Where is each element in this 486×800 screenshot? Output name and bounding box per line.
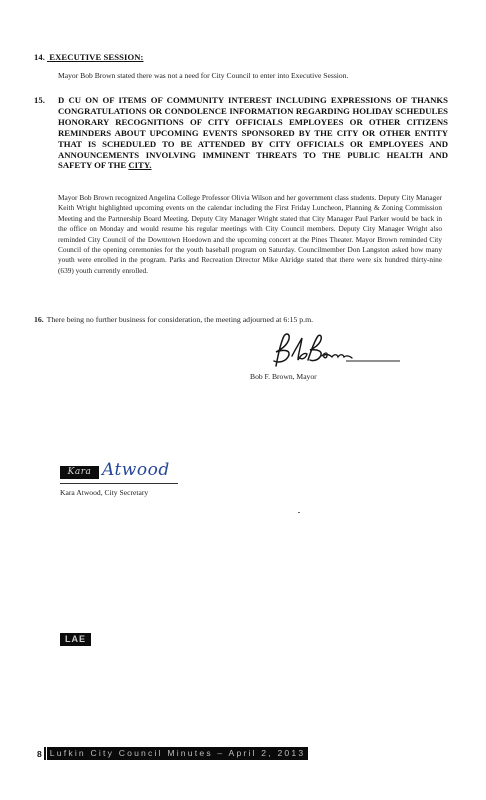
secretary-signature-box: Kara [60,466,99,479]
secretary-signature-script: Atwood [102,460,170,480]
section-16-text-block [34,315,448,325]
secretary-signature [60,462,200,490]
page-number: 8 [37,748,42,759]
signature-line [60,483,178,484]
section-14-number: 14. [34,52,46,62]
footer-divider [44,747,46,760]
section-14-title: EXECUTIVE SESSION: [49,52,144,62]
page-footer [37,747,308,760]
initials-stamp: LAE [60,633,91,646]
mayor-signature [262,330,402,372]
footer-running-title: Lufkin City Council Minutes – April 2, 2013 [47,747,309,760]
section-15-heading-main: D CU ON OF ITEMS OF COMMUNITY INTEREST INCLUDING EXPRESSIONS OF THANKS CONGRATULATIONS OR CONDOLENCE INFORMATION REGARDING HOLIDAY SCHEDULES HONORARY RECOGNITIONS OF CITY OFFICIALS EMPLOYEES OR OTHER CITIZENS REMINDERS ABOUT UPCOMING EVENTS SPONSORED BY THE CITY OR OTHER ENTITY THAT IS SCHEDULED TO BE ATTENDED BY CITY OFFICIALS OR EMPLOYEES AND ANNOUNCEMENTS INVOLVING IMMINENT THREATS TO THE PUBLIC HEALTH AND SAFETY OF THE [58,95,448,171]
section-15-text: Mayor Bob Brown recognized Angelina College Professor Olivia Wilson and her government class students. Deputy City Manager Keith Wright highlighted upcoming events on the calendar including the First Friday Luncheon, Planning & Zoning Commission Meeting and the Partnership Board Meeting. Deputy City Manager Wright stated that City Manager Paul Parker would be back in the office on Monday and would resume his regular meetings with City Council members. Deputy City Manager Wright also reminded City Council of the Downtown Hoedown and the upcoming concert at the Pines Theater. Mayor Brown reminded City Council of the opening ceremonies for the youth baseball program on Saturday. Councilmember Don Langston asked how many youth were enrolled in the program. Parks and Recreation Director Mike Akridge stated that there were six hundred thirty-nine (639) youth currently enrolled. [58,193,442,275]
section-16-text: There being no further business for consideration, the meeting adjourned at 6:15 p.m. [46,315,314,324]
section-16-number: 16. [34,315,44,324]
section-15-number: 15. [34,95,45,105]
section-14-heading [34,52,144,62]
secretary-name: Kara Atwood, City Secretary [60,488,149,497]
mayor-name: Bob F. Brown, Mayor [250,372,317,381]
section-15-heading [34,95,448,171]
scan-speck [298,512,300,513]
section-14-text: Mayor Bob Brown stated there was not a need for City Council to enter into Executive Session. [58,71,349,80]
section-15-heading-tail: CITY. [128,160,152,171]
